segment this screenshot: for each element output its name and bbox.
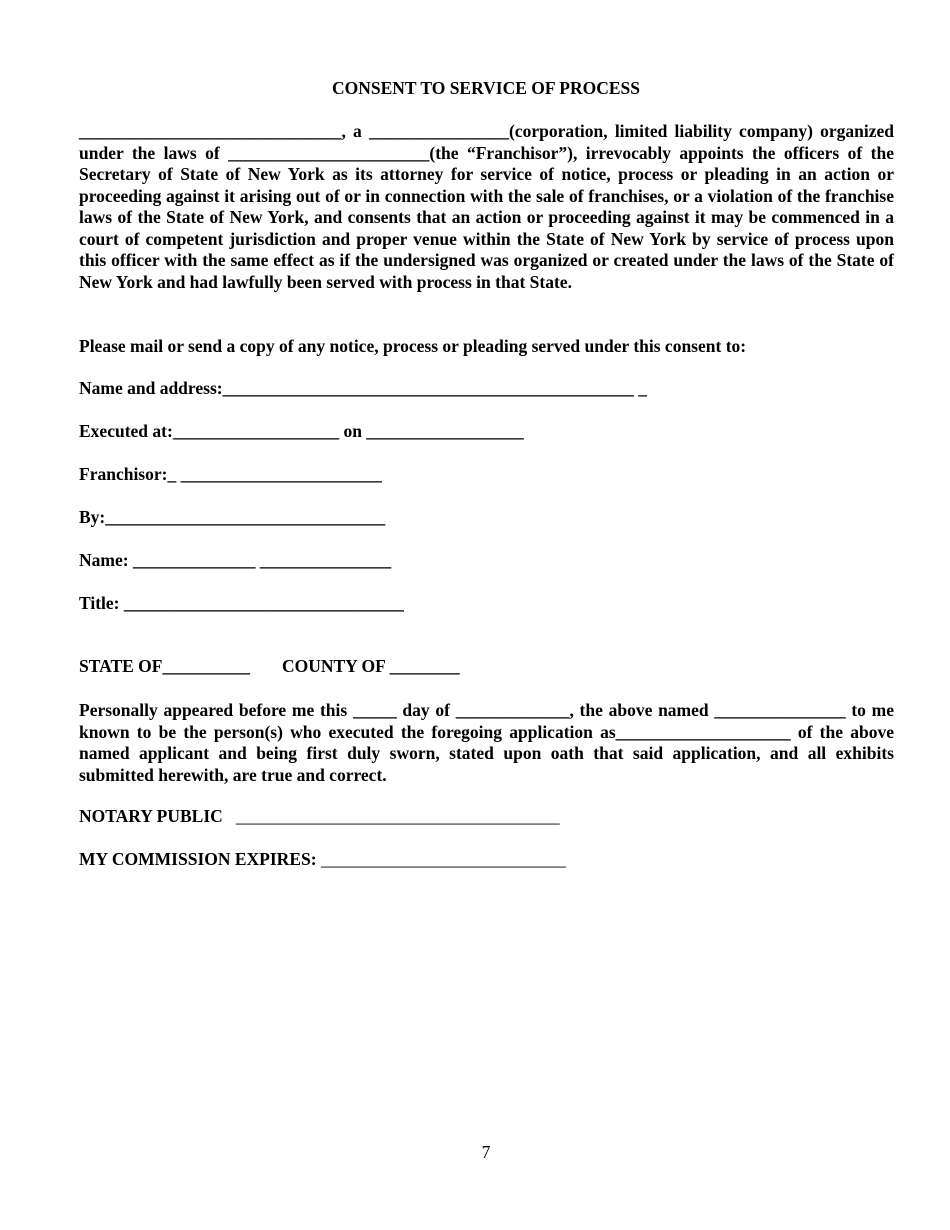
by-label: By: [79, 507, 106, 527]
county-blank[interactable]: ________ [389, 656, 460, 676]
on-label: on [339, 421, 367, 441]
name-field[interactable] [79, 550, 391, 571]
commission-blank[interactable]: ____________________________ [320, 849, 566, 869]
executed-on-date-blank[interactable]: __________________ [366, 421, 524, 441]
name-address-field[interactable] [79, 378, 647, 399]
name-label: Name: [79, 550, 133, 570]
county-label: COUNTY OF [281, 656, 390, 676]
page-number: 7 [481, 1142, 491, 1162]
state-county-row [79, 656, 460, 677]
executed-at-label: Executed at: [79, 421, 173, 441]
franchisor-field[interactable] [79, 464, 382, 485]
notary-public-label: NOTARY PUBLIC [79, 806, 223, 826]
commission-label: MY COMMISSION EXPIRES: [79, 849, 317, 869]
intro-paragraph: ______________________________, a ________________(corporation, limited liability company) organized under the laws of _______________________(the “Franchisor”), irrevocably appoints the officers of the Secretary of State of New York as its attorney for service of notice, process or pleading in an action or proceeding against it arising out of or in connection with the sale of franchises, or a violation of the franchise laws of the State of New York, and consents that an action or proceeding against it may be commenced in a court of competent jurisdiction and proper venue within the State of New York by service of process upon this officer with the same effect as if the undersigned was organized or created under the laws of the State of New York and had lawfully been served with process in that State. [79, 121, 894, 292]
name-blank[interactable]: ______________ _______________ [132, 550, 392, 570]
notary-public-blank[interactable]: _____________________________________ [235, 806, 560, 826]
mail-instruction: Please mail or send a copy of any notice, process or pleading served under this consent to: [79, 336, 747, 356]
franchisor-blank[interactable]: _ _______________________ [167, 464, 382, 484]
commission-expires-field[interactable] [79, 849, 566, 870]
title-field[interactable] [79, 593, 404, 614]
notary-paragraph: Personally appeared before me this _____ day of _____________, the above named _______________ to me known to be the person(s) who executed the foregoing application as____________________ of the above named applicant and being first duly sworn, stated upon oath that said application, and all exhibits submitted herewith, are true and correct. [79, 700, 894, 785]
executed-at-blank[interactable]: ___________________ [172, 421, 340, 441]
state-blank[interactable]: __________ [162, 656, 250, 676]
franchisor-label: Franchisor: [79, 464, 168, 484]
by-signature-field[interactable] [79, 507, 385, 528]
by-blank[interactable]: ________________________________ [105, 507, 386, 527]
title-blank[interactable]: ________________________________ [123, 593, 404, 613]
state-label: STATE OF [79, 656, 163, 676]
notary-public-field[interactable] [79, 806, 560, 827]
title-label: Title: [79, 593, 124, 613]
name-address-blank[interactable]: _______________________________________________ _ [222, 378, 647, 398]
page-title: CONSENT TO SERVICE OF PROCESS [332, 78, 640, 98]
name-address-label: Name and address: [79, 378, 223, 398]
executed-at-field[interactable] [79, 421, 524, 442]
